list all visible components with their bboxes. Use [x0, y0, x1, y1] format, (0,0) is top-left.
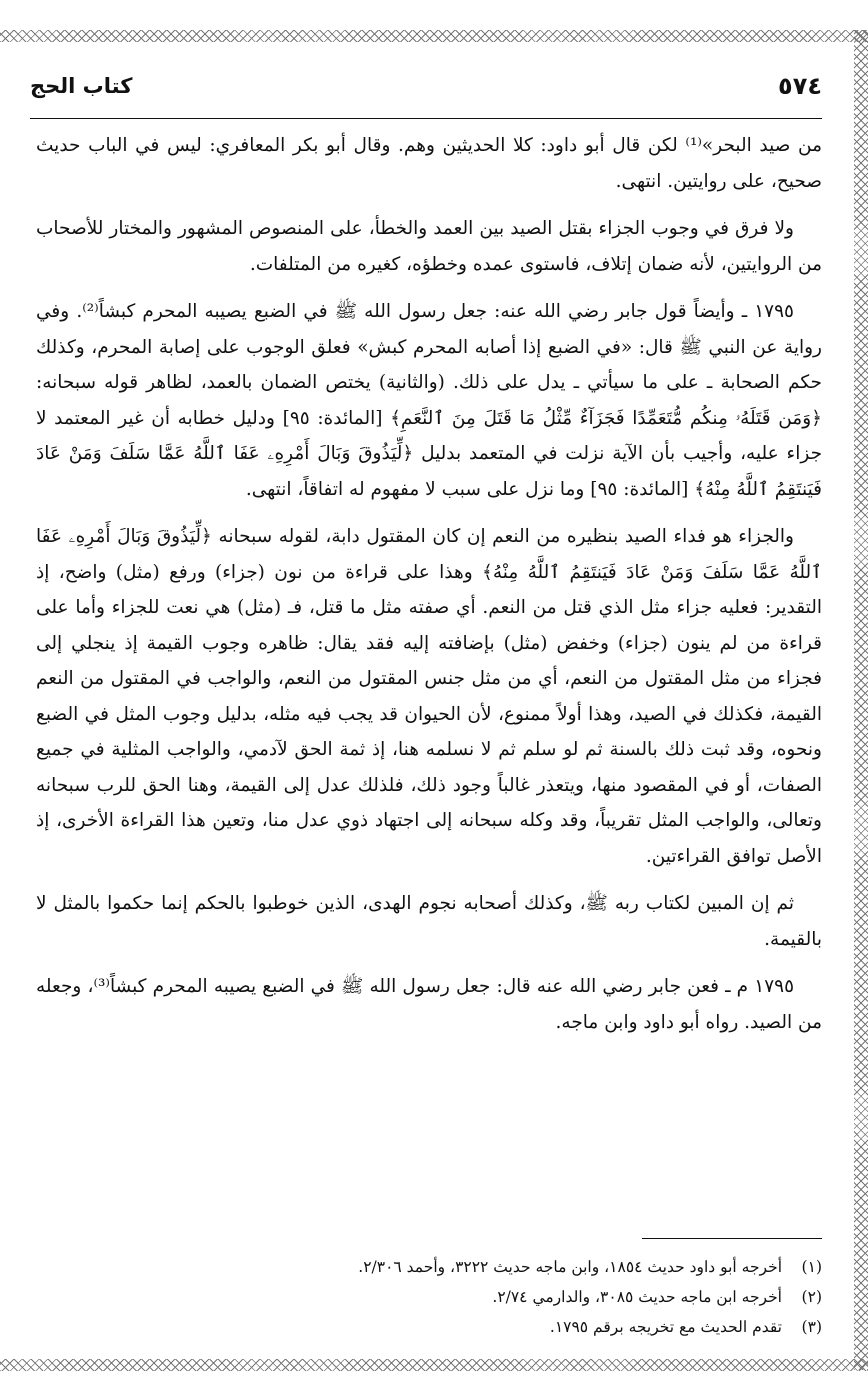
paragraph-2: ولا فرق في وجوب الجزاء بقتل الصيد بين العمد والخطأ، على المنصوص المشهور والمختار للأصحاب من الروايتين، لأنه ضمان إتلاف، فاستوى عمده وخطؤه، كغيره من المتلفات. — [36, 218, 822, 275]
footnote-text: أخرجه ابن ماجه حديث ٣٠٨٥، والدارمي ٢/٧٤. — [492, 1288, 782, 1306]
footnote-text: تقدم الحديث مع تخريجه برقم ١٧٩٥. — [549, 1318, 782, 1336]
footnote-text: أخرجه أبو داود حديث ١٨٥٤، وابن ماجه حديث ٣٢٢٢، وأحمد ٢/٣٠٦. — [358, 1258, 782, 1276]
footnote-3 — [36, 1312, 822, 1342]
footnote-number: (٣) — [801, 1318, 822, 1336]
paragraph-5: ثم إن المبين لكتاب ربه ﷺ، وكذلك أصحابه نجوم الهدى، الذين خوطبوا بالحكم إنما حكموا بالمثل لا بالقيمة. — [36, 893, 822, 950]
footnote-2 — [36, 1282, 822, 1312]
paragraph-3: ١٧٩٥ ـ وأيضاً قول جابر رضي الله عنه: جعل رسول الله ﷺ في الضبع يصيبه المحرم كبشاً⁽²⁾. وفي رواية عن النبي ﷺ قال: «في الضبع إذا أصابه المحرم كبش» فعلق الوجوب على إصابة المحرم، وكذلك حكم الصحابة ـ على ما سيأتي ـ يدل على ذلك. (والثانية) يختص الضمان بالعمد، لظاهر قوله سبحانه: ﴿وَمَن قَتَلَهُۥ مِنكُم مُّتَعَمِّدًا فَجَزَآءٌ مِّثْلُ مَا قَتَلَ مِنَ ٱلنَّعَمِ﴾ [المائدة: ٩٥] ودليل خطابه أن غير المعتمد لا جزاء عليه، وأجيب بأن الآية نزلت في المتعمد بدليل ﴿لِّيَذُوقَ وَبَالَ أَمْرِهِۦ عَفَا ٱللَّهُ عَمَّا سَلَفَ وَمَنْ عَادَ فَيَنتَقِمُ ٱللَّهُ مِنْهُ﴾ [المائدة: ٩٥] وما نزل على سبب لا مفهوم له اتفاقاً، انتهى. — [36, 301, 823, 500]
footnote-number: (٢) — [801, 1288, 822, 1306]
page-number: ٥٧٤ — [778, 72, 822, 100]
page-header — [30, 72, 822, 112]
decorative-border-bottom — [0, 1359, 868, 1371]
header-rule — [30, 118, 822, 119]
footnote-1 — [36, 1252, 822, 1282]
paragraph-4: والجزاء هو فداء الصيد بنظيره من النعم إن كان المقتول دابة، لقوله سبحانه ﴿لِّيَذُوقَ وَبَالَ أَمْرِهِۦ عَفَا ٱللَّهُ عَمَّا سَلَفَ وَمَنْ عَادَ فَيَنتَقِمُ ٱللَّهُ مِنْهُ﴾ وهذا على قراءة من نون (جزاء) ورفع (مثل) واضح، إذ التقدير: فعليه جزاء مثل الذي قتل من النعم. أي صفته مثل ما قتل، فـ (مثل) هي نعت للجزاء وأما على قراءة من لم ينون (جزاء) وخفض (مثل) بإضافته إليه فقد يقال: ظاهره وجوب القيمة إذ ينجلي إلى فجزاء من مثل المقتول من النعم، أي من مثل جنس المقتول من النعم، والواجب في المقتول من النعم القيمة، فكذلك في الصيد، وهذا أولاً ممنوع، لأن الحيوان قد يجب فيه مثله، بدليل وجوب المثل في الضبع ونحوه، وقد ثبت ذلك بالسنة ثم لو سلم ثم لا نسلمه هنا، إذ ثمة الحق لآدمي، والواجب المثلية في جميع الصفات، أو في المقصود منها، ويتعذر غالباً وجود ذلك، فلذلك عدل إلى القيمة، وهنا الحق للرب سبحانه وتعالى، والواجب المثل تقريباً، وقد وكله سبحانه إلى اجتهاد ذوي عدل منا، وتعين هذا القراءة الأخرى، إذ الأصل توافق القراءتين. — [36, 526, 822, 867]
footnotes — [36, 1252, 822, 1342]
footnote-rule — [642, 1238, 822, 1239]
paragraph-1: من صيد البحر»⁽¹⁾ لكن قال أبو داود: كلا الحديثين وهم. وقال أبو بكر المعافري: ليس في الباب حديث صحيح، على روايتين. انتهى. — [36, 135, 822, 192]
decorative-border-top — [0, 30, 868, 42]
footnote-number: (١) — [801, 1258, 822, 1276]
book-title: كتاب الحج — [30, 74, 133, 98]
main-text — [36, 128, 822, 1052]
decorative-border-right — [854, 30, 868, 1370]
paragraph-6: ١٧٩٥ م ـ فعن جابر رضي الله عنه قال: جعل رسول الله ﷺ في الضبع يصيبه المحرم كبشاً⁽³⁾، وجعله من الصيد. رواه أبو داود وابن ماجه. — [36, 976, 822, 1033]
